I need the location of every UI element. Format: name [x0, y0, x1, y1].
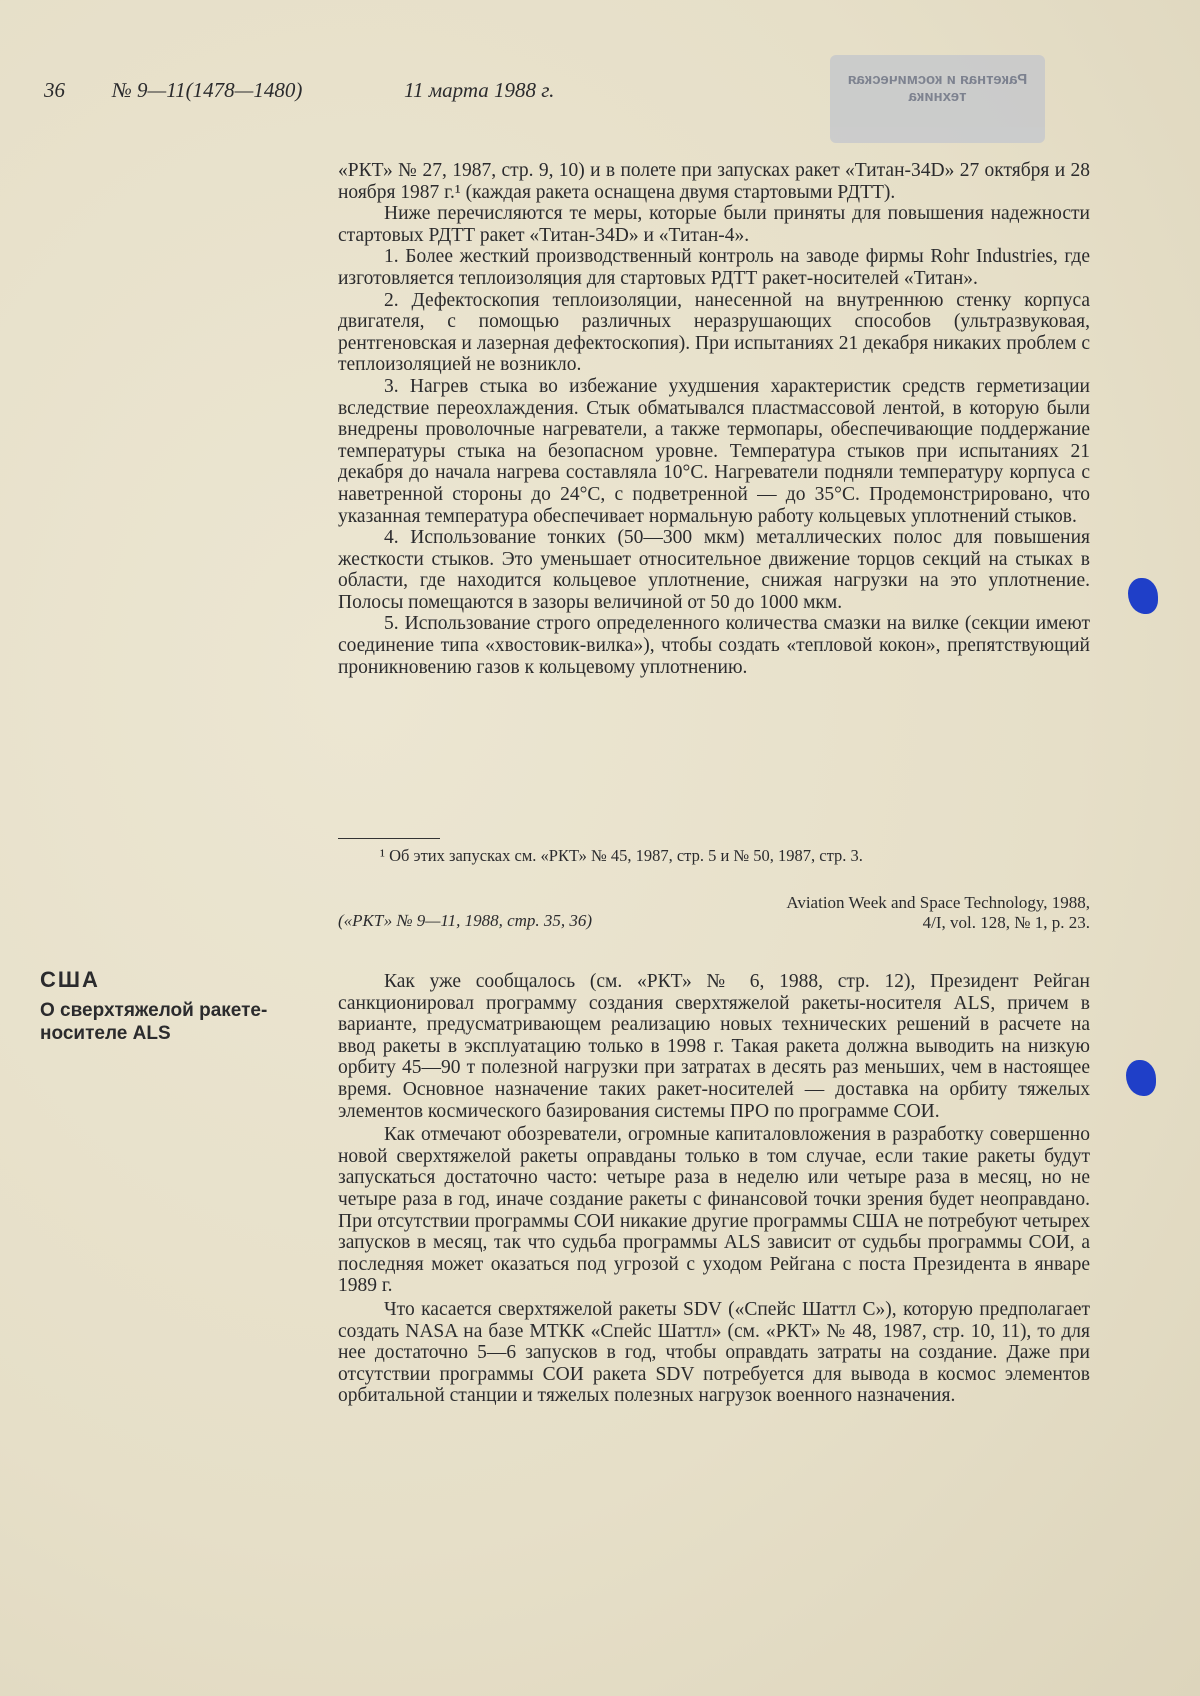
paragraph: 4. Использование тонких (50—300 мкм) металлических полос для повышения жесткости стыков. Это уменьшает относительное движение торцов секций на стыках в области, где находится кольцевое уплотнение, снижая нагрузки на это уплотнение. Полосы помещаются в зазоры величиной от 50 до 1000 мкм.	[338, 527, 1090, 613]
section-heading	[40, 967, 300, 1045]
footnote-rule	[338, 838, 440, 839]
footnote: ¹ Об этих запусках см. «РКТ» № 45, 1987, стр. 5 и № 50, 1987, стр. 3.	[380, 846, 863, 865]
library-stamp	[830, 55, 1045, 143]
article-body	[338, 971, 1090, 1407]
paragraph: 3. Нагрев стыка во избежание ухудшения характеристик средств герметизации вследствие переохлаждения. Стык обматывался пластмассовой лентой, в которую были внедрены проволочные нагреватели, а также термопары, обеспечивающие поддержание температуры стыка на безопасном уровне. Температура стыков при испытаниях 21 декабря до начала нагрева составляла 10°С. Нагреватели подняли температуру корпуса с наветренной стороны до 24°С, с подветренной — до 35°С. Продемонстрировано, что указанная температура обеспечивает нормальную работу кольцевых уплотнений стыков.	[338, 375, 1090, 527]
section-country: США	[40, 967, 100, 992]
paragraph: 5. Использование строго определенного количества смазки на вилке (секции имеют соединение типа «хвостовик-вилка»), чтобы создать «тепловой кокон», препятствующий проникновению газов к кольцевому уплотнению.	[338, 613, 1090, 678]
source-citation	[338, 893, 1090, 933]
rkt-reference: («РКТ» № 9—11, 1988, стр. 35, 36)	[338, 911, 593, 930]
paragraph: Что касается сверхтяжелой ракеты SDV («Спейс Шаттл С»), которую предполагает создать NASA на базе МТКК «Спейс Шаттл» (см. «РКТ» № 48, 1987, стр. 10, 11), то для нее достаточно 5—6 запусков в год, чтобы оправдать затраты на создание. Даже при отсутствии программы СОИ ракета SDV потребуется для вывода в космос элементов орбитальной станции и тяжелых полезных нагрузок военного назначения.	[338, 1298, 1090, 1407]
paragraph: 1. Более жесткий производственный контроль на заводе фирмы Rohr Industries, где изготовляется теплоизоляция для стартовых РДТТ ракет-носителей «Титан».	[338, 246, 1090, 289]
article-continuation	[338, 160, 1090, 678]
paragraph: Ниже перечисляются те меры, которые были приняты для повышения надежности стартовых РДТТ ракет «Титан-34D» и «Титан-4».	[338, 203, 1090, 246]
stamp-text: Ракетная и космическая техника	[847, 71, 1028, 105]
issue-date: 11 марта 1988 г.	[404, 78, 555, 102]
paragraph: Как уже сообщалось (см. «РКТ» № 6, 1988, стр. 12), Президент Рейган санкционировал программу создания сверхтяжелой ракеты-носителя ALS, причем в варианте, предусматривающем реализацию новых технических решений в расчете на ввод ракеты в эксплуатацию только в 1998 г. Такая ракета должна выводить на низкую орбиту 45—90 т полезной нагрузки при затратах в десять раз меньших, чем в настоящее время. Основное назначение таких ракет-носителей — доставка на орбиту тяжелых элементов космического базирования системы ПРО по программе СОИ.	[338, 971, 1090, 1122]
issue-number: № 9—11(1478—1480)	[112, 78, 303, 102]
source-line: Aviation Week and Space Technology, 1988,	[786, 893, 1090, 912]
paragraph: 2. Дефектоскопия теплоизоляции, нанесенной на внутреннюю стенку корпуса двигателя, с помощью различных неразрушающих способов (ультразвуковая, рентгеновская и лазерная дефектоскопия). При испытаниях 21 декабря никаких проблем с теплоизоляцией не возникло.	[338, 289, 1090, 376]
page-number: 36	[44, 78, 65, 102]
paragraph: «РКТ» № 27, 1987, стр. 9, 10) и в полете при запусках ракет «Титан-34D» 27 октября и 28 ноября 1987 г.¹ (каждая ракета оснащена двумя стартовыми РДТТ).	[338, 160, 1090, 203]
paragraph: Как отмечают обозреватели, огромные капиталовложения в разработку совершенно новой сверхтяжелой ракеты оправданы только в том случае, если такие ракеты будут запускаться достаточно часто: четыре раза в неделю или четыре раза в месяц, но не четыре раза в год, иначе создание ракеты с финансовой точки зрения будет неоправдано. При отсутствии программы СОИ никакие другие программы США не потребуют четырех запусков в месяц, так что судьба программы ALS зависит от судьбы программы СОИ, а последняя может оказаться под угрозой с уходом Рейгана с поста Президента в январе 1989 г.	[338, 1124, 1090, 1297]
source-line: 4/I, vol. 128, № 1, p. 23.	[922, 913, 1090, 932]
section-title: О сверхтяжелой ракете-носителе ALS	[40, 1000, 268, 1044]
